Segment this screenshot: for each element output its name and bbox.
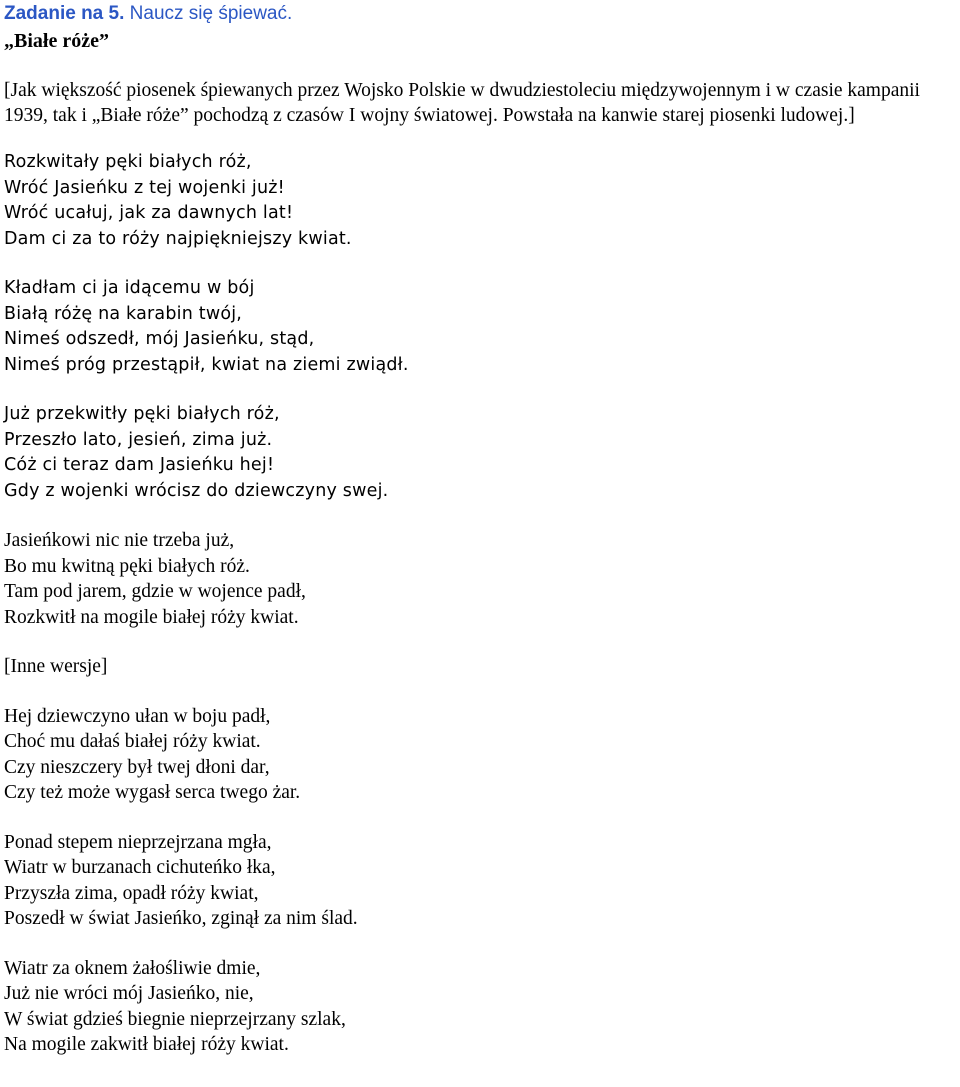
other-stanza-2	[4, 830, 956, 932]
stanza-line: Rozkwitł na mogile białej róży kwiat.	[4, 606, 299, 628]
stanza-line: Jasieńkowi nic nie trzeba już,	[4, 530, 235, 551]
stanza-line: Tam pod jarem, gdzie w wojence padł,	[4, 581, 306, 602]
stanza-line: Już nie wróci mój Jasieńko, nie,	[4, 983, 254, 1004]
task-label: Zadanie na 5.	[4, 3, 125, 24]
stanza-4	[4, 528, 956, 630]
stanza-line: Nimeś próg przestąpił, kwiat na ziemi zwiądł.	[4, 354, 409, 375]
stanza-2	[4, 276, 956, 378]
stanza-line: Kładłam ci ja idącemu w bój	[4, 278, 255, 298]
stanza-line: Gdy z wojenki wrócisz do dziewczyny swej.	[4, 480, 389, 501]
stanza-line: Czy nieszczery był twej dłoni dar,	[4, 756, 270, 778]
intro-paragraph: [Jak większość piosenek śpiewanych przez Wojsko Polskie w dwudziestoleciu międzywojennym i w czasie kampanii 1939, tak i „Białe róże” pochodzą z czasów I wojny światowej. Powstała na kanwie starej piosenki ludowej.]	[4, 80, 920, 126]
other-versions-label: [Inne wersje]	[4, 656, 108, 677]
stanza-line: Dam ci za to róży najpiękniejszy kwiat.	[4, 228, 352, 249]
stanza-line: Już przekwitły pęki białych róż,	[4, 404, 280, 424]
stanza-line: W świat gdzieś biegnie nieprzejrzany szlak,	[4, 1008, 346, 1030]
stanza-line: Na mogile zakwitł białej róży kwiat.	[4, 1034, 289, 1055]
stanza-line: Przeszło lato, jesień, zima już.	[4, 429, 273, 450]
stanza-line: Wróć ucałuj, jak za dawnych lat!	[4, 203, 294, 223]
stanza-line: Czy też może wygasł serca twego żar.	[4, 782, 301, 803]
stanza-line: Choć mu dałaś białej róży kwiat.	[4, 731, 261, 752]
stanza-line: Wiatr za oknem żałośliwie dmie,	[4, 957, 261, 979]
document-page	[4, 2, 956, 1058]
task-heading	[4, 2, 956, 26]
other-stanza-3	[4, 956, 956, 1058]
stanza-line: Hej dziewczyno ułan w boju padł,	[4, 705, 271, 727]
stanza-line: Nimeś odszedł, mój Jasieńku, stąd,	[4, 329, 315, 349]
task-instruction: Naucz się śpiewać.	[124, 3, 293, 24]
stanza-line: Cóż ci teraz dam Jasieńku hej!	[4, 455, 275, 475]
stanza-line: Przyszła zima, opadł róży kwiat,	[4, 882, 259, 904]
song-title: „Białe róże”	[4, 30, 109, 52]
stanza-line: Wróć Jasieńku z tej wojenki już!	[4, 177, 285, 198]
stanza-1	[4, 150, 956, 252]
stanza-line: Poszedł w świat Jasieńko, zginął za nim ślad.	[4, 908, 358, 929]
stanza-line: Ponad stepem nieprzejrzana mgła,	[4, 831, 272, 853]
stanza-line: Wiatr w burzanach cichuteńko łka,	[4, 857, 276, 878]
stanza-line: Bo mu kwitną pęki białych róż.	[4, 555, 250, 577]
stanza-line: Rozkwitały pęki białych róż,	[4, 152, 252, 172]
stanza-line: Białą różę na karabin twój,	[4, 303, 243, 324]
stanza-3	[4, 402, 956, 504]
other-stanza-1	[4, 704, 956, 806]
